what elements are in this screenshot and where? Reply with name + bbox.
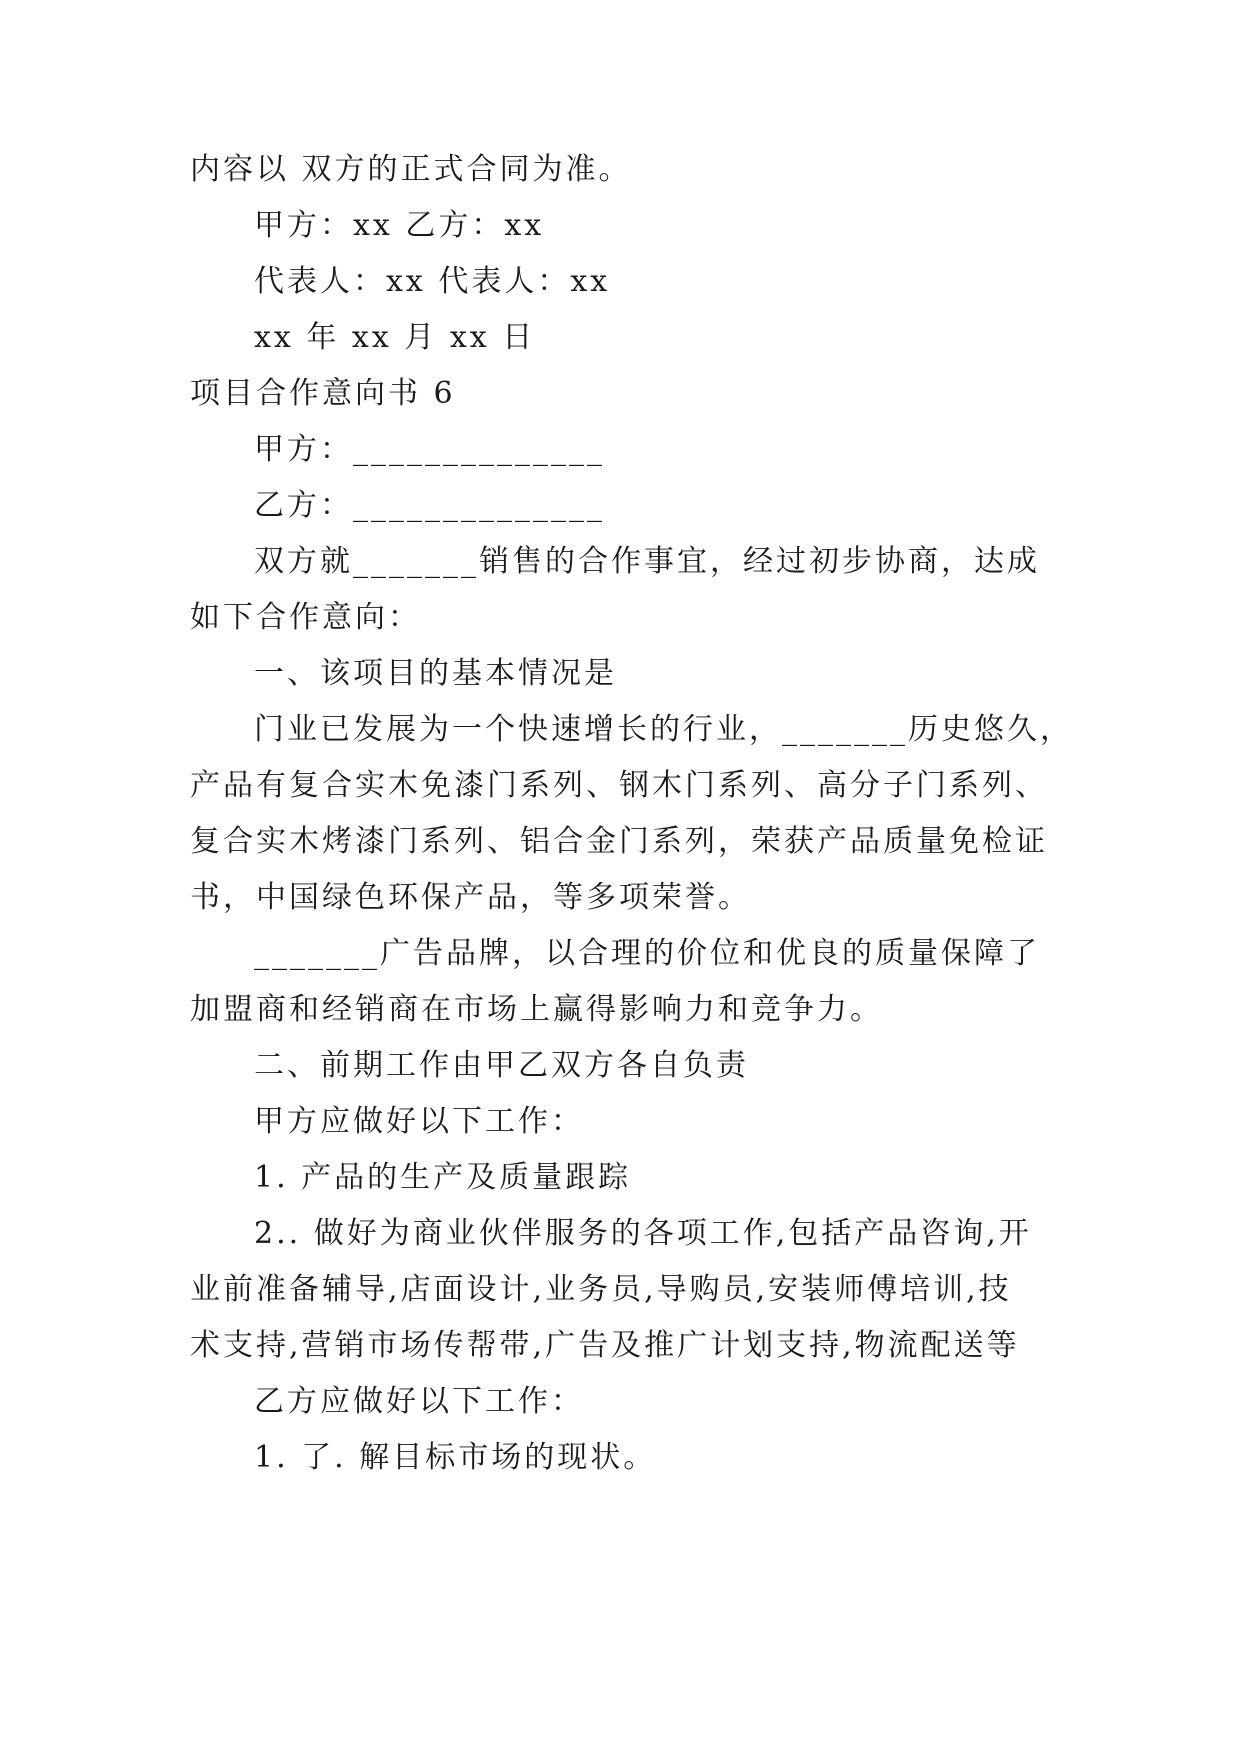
date-line: xx 年 xx 月 xx 日: [254, 320, 536, 355]
paragraph-line: 业前准备辅导,店面设计,业务员,导购员,安装师傅培训,技: [190, 1272, 1012, 1307]
heading-line: 一、该项目的基本情况是: [254, 656, 617, 691]
paragraph-line: 术支持,营销市场传帮带,广告及推广计划支持,物流配送等: [190, 1328, 1020, 1363]
paragraph-line: 加盟商和经销商在市场上赢得影响力和竞争力。: [190, 992, 883, 1027]
paragraph-line: _______广告品牌，以合理的价位和优良的质量保障了: [254, 936, 1040, 971]
heading-line: 二、前期工作由甲乙双方各自负责: [254, 1048, 749, 1083]
paragraph-line: 书，中国绿色环保产品，等多项荣誉。: [190, 880, 751, 915]
section-title: 项目合作意向书 6: [190, 376, 456, 411]
paragraph-line: 乙方应做好以下工作：: [254, 1384, 584, 1419]
party-b-line: 乙方：______________: [254, 488, 605, 523]
paragraph-line: 产品有复合实木免漆门系列、钢木门系列、高分子门系列、: [190, 768, 1048, 803]
paragraph-line: 甲方应做好以下工作：: [254, 1104, 584, 1139]
paragraph-line: 内容以 双方的正式合同为准。: [190, 152, 632, 187]
party-a-line: 甲方：______________: [254, 432, 605, 467]
list-item: 2.. 做好为商业伙伴服务的各项工作,包括产品咨询,开: [254, 1216, 1032, 1251]
party-names-line: 甲方：xx 乙方：xx: [254, 208, 545, 243]
representatives-line: 代表人：xx 代表人：xx: [254, 264, 611, 299]
paragraph-line: 门业已发展为一个快速增长的行业，_______历史悠久，: [254, 712, 1073, 747]
list-item: 1. 了. 解目标市场的现状。: [254, 1440, 657, 1475]
paragraph-line: 如下合作意向：: [190, 600, 421, 635]
list-item: 1. 产品的生产及质量跟踪: [254, 1160, 632, 1195]
paragraph-line: 复合实木烤漆门系列、铝合金门系列，荣获产品质量免检证: [190, 824, 1048, 859]
paragraph-line: 双方就_______销售的合作事宜，经过初步协商，达成: [254, 544, 1040, 579]
